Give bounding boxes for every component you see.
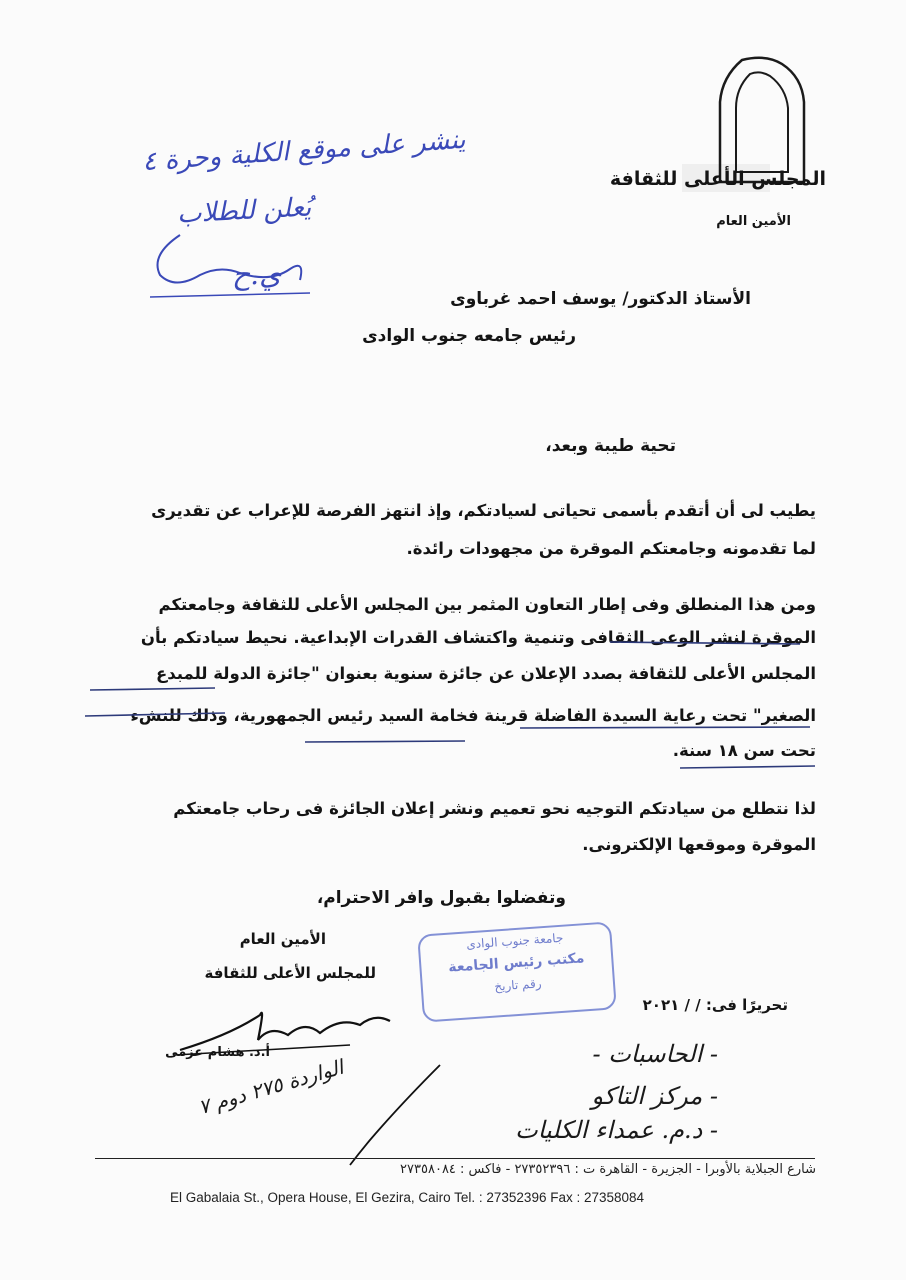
handwritten-list-item2: - مركز التاكو: [591, 1082, 718, 1110]
office-title: الأمين العام: [716, 214, 791, 229]
handwritten-note-line2: يُعلن للطلاب: [176, 192, 312, 230]
footer-rule: [95, 1158, 815, 1159]
paragraph3-line2: الموقرة وموقعها الإلكترونى.: [582, 835, 816, 854]
handwritten-list-item3: - د.م. عمداء الكليات: [515, 1116, 718, 1144]
paragraph1-line1: يطيب لى أن أتقدم بأسمى تحياتى لسيادتكم، وإذ انتهز الفرصة للإعراب عن تقديرى: [151, 501, 816, 520]
paragraph2-line1: ومن هذا المنطلق وفى إطار التعاون المثمر بين المجلس الأعلى للثقافة وجامعتكم: [158, 595, 816, 614]
handwritten-initials: ي.ح: [232, 258, 281, 291]
signature-title1: الأمين العام: [239, 930, 326, 948]
greeting: تحية طيبة وبعد،: [545, 436, 676, 456]
paragraph1-line2: لما تقدمونه وجامعتكم الموقرة من مجهودات رائدة.: [406, 539, 816, 558]
recipient-title: رئيس جامعه جنوب الوادى: [362, 326, 576, 346]
footer-arabic-address: شارع الجبلاية بالأوبرا - الجزيرة - القاهرة ت : ٢٧٣٥٢٣٩٦ - فاكس : ٢٧٣٥٨٠٨٤: [400, 1162, 816, 1177]
paragraph2-line5: تحت سن ١٨ سنة.: [672, 741, 816, 760]
handwritten-stroke: [330, 1060, 460, 1170]
recipient-name: الأستاذ الدكتور/ يوسف احمد غرباوى: [450, 289, 751, 309]
stamp-line1: جامعة جنوب الوادى: [465, 930, 564, 952]
handwritten-note-line1: ينشر على موقع الكلية وحرة ٤: [141, 124, 467, 178]
received-stamp: [417, 921, 617, 1022]
date-line: تحريرًا فى: / / ٢٠٢١: [642, 996, 788, 1014]
stamp-line3: رقم تاريخ: [493, 976, 542, 994]
paragraph3-line1: لذا نتطلع من سيادتكم التوجيه نحو تعميم ونشر إعلان الجائزة فى رحاب جامعتكم: [173, 799, 816, 818]
handwritten-list-item1: - الحاسبات -: [592, 1040, 718, 1068]
paragraph2-line4: الصغير" تحت رعاية السيدة الفاضلة قرينة فخامة السيد رئيس الجمهورية، وذلك للنشء: [130, 706, 816, 725]
paragraph2-line2: الموقرة لنشر الوعى الثقافى وتنمية واكتشاف القدرات الإبداعية. نحيط سيادتكم بأن: [140, 628, 816, 647]
signatory-name: أ.د. هشام عزمى: [165, 1045, 270, 1060]
stamp-line2: مكتب رئيس الجامعة: [447, 950, 585, 976]
logo-text: المجلس الأعلى للثقافة: [609, 168, 826, 190]
signature-title2: للمجلس الأعلى للثقافة: [204, 964, 376, 982]
paragraph2-line3: المجلس الأعلى للثقافة بصدد الإعلان عن جائزة سنوية بعنوان "جائزة الدولة للمبدع: [155, 664, 816, 683]
footer-english-address: El Gabalaia St., Opera House, El Gezira, Cairo Tel. : 27352396 Fax : 27358084: [170, 1190, 645, 1205]
closing: وتفضلوا بقبول وافر الاحترام،: [316, 888, 566, 908]
handwritten-side-note: الواردة ٢٧٥ دوم ٧: [195, 1054, 347, 1120]
